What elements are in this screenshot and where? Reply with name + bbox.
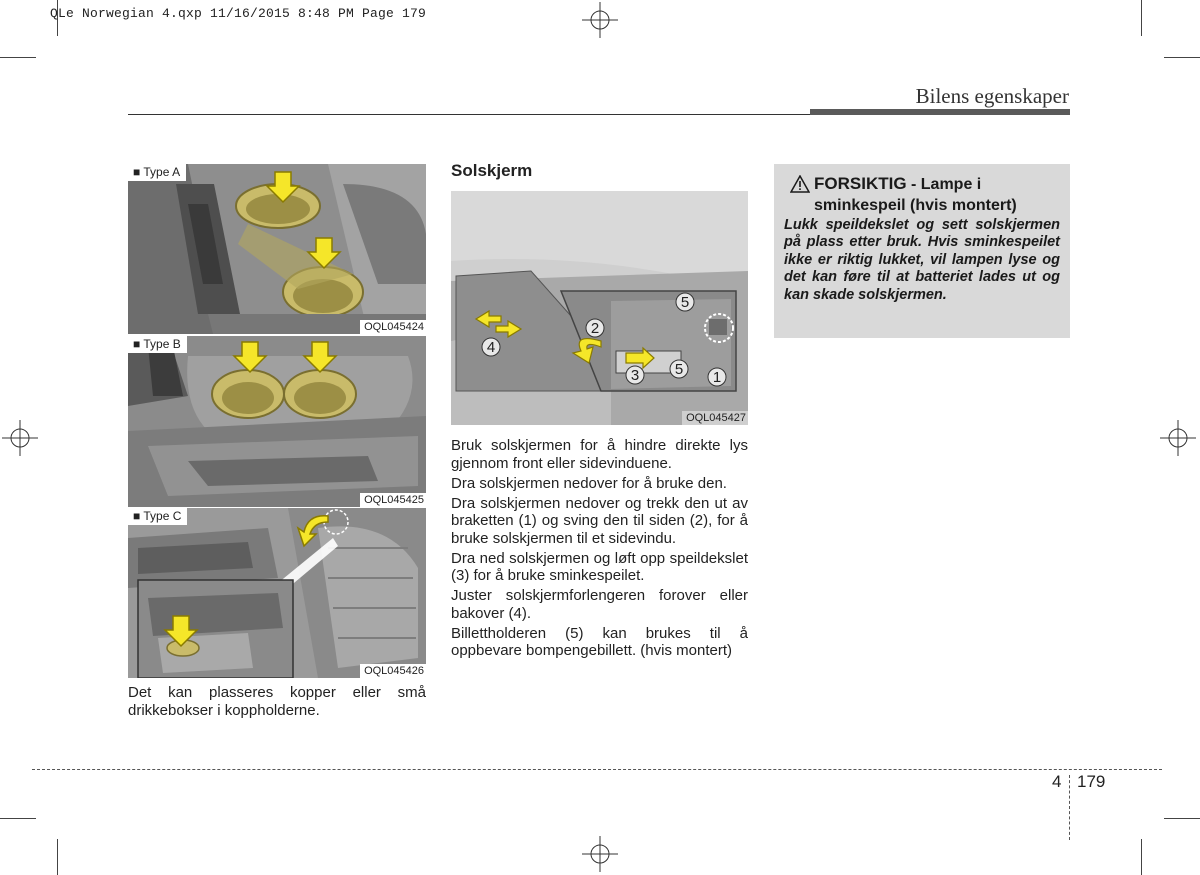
figure-cup-holder-type-b bbox=[128, 336, 426, 507]
figure-type-label bbox=[128, 508, 187, 525]
header-rule bbox=[128, 114, 810, 115]
cup-holder-type-b-illustration bbox=[128, 336, 426, 507]
type-label-text: Type C bbox=[143, 509, 182, 523]
footer-divider bbox=[1069, 775, 1070, 840]
registration-mark-icon bbox=[582, 836, 618, 872]
caution-title bbox=[784, 174, 1060, 216]
sun-visor-illustration bbox=[451, 191, 748, 425]
chapter-number: 4 bbox=[1052, 772, 1062, 791]
header-rule-accent bbox=[810, 109, 1070, 115]
figure-code: OQL045425 bbox=[360, 493, 426, 507]
crop-mark bbox=[0, 57, 36, 58]
crop-mark bbox=[1141, 839, 1142, 875]
caution-box bbox=[774, 164, 1070, 338]
registration-mark-icon bbox=[582, 2, 618, 38]
callout-1: 1 bbox=[712, 369, 722, 386]
body-paragraph: Billettholderen (5) kan brukes til å oppbevare bompengebillett. (hvis montert) bbox=[451, 624, 748, 659]
figure-code: OQL045424 bbox=[360, 320, 426, 334]
crop-mark bbox=[57, 839, 58, 875]
square-bullet-icon: ■ bbox=[133, 337, 144, 351]
type-label-text: Type B bbox=[143, 337, 181, 351]
figure-sun-visor bbox=[451, 191, 748, 425]
body-paragraph: Juster solskjermforlengeren forover eller bakover (4). bbox=[451, 587, 748, 622]
type-label-text: Type A bbox=[143, 165, 181, 179]
section-title: Bilens egenskaper bbox=[915, 84, 1069, 108]
solskjerm-body bbox=[451, 437, 748, 662]
body-paragraph: Bruk solskjermen for å hindre direkte lys gjennom front eller sidevinduene. bbox=[451, 437, 748, 472]
cup-holder-type-c-illustration bbox=[128, 508, 426, 678]
square-bullet-icon: ■ bbox=[133, 165, 144, 179]
figure-code: OQL045426 bbox=[360, 664, 426, 678]
warning-triangle-icon bbox=[790, 175, 810, 193]
caption-paragraph: Det kan plasseres kopper eller små drikkebokser i koppholderne. bbox=[128, 684, 426, 719]
crop-mark bbox=[1141, 0, 1142, 36]
callout-5: 5 bbox=[680, 294, 690, 311]
caution-label: FORSIKTIG bbox=[814, 174, 907, 193]
square-bullet-icon: ■ bbox=[133, 509, 144, 523]
caution-body: Lukk speildekslet og sett solskjermen på plass etter bruk. Hvis sminkespeilet ikke er riktig lukket, vil lampen lyse og det kan føre til at batteriet lades ut og kan skade solskjermen. bbox=[784, 217, 1060, 303]
page-number: 179 bbox=[1077, 772, 1106, 791]
callout-2: 2 bbox=[590, 320, 600, 337]
print-info: QLe Norwegian 4.qxp 11/16/2015 8:48 PM Page 179 bbox=[50, 6, 427, 21]
registration-mark-icon bbox=[1160, 420, 1196, 456]
cup-holder-type-a-illustration bbox=[128, 164, 426, 334]
figure-type-label bbox=[128, 164, 186, 181]
crop-mark bbox=[0, 818, 36, 819]
crop-mark bbox=[1164, 818, 1200, 819]
solskjerm-heading: Solskjerm bbox=[451, 161, 533, 180]
caution-subject: - Lampe i sminkespeil (hvis montert) bbox=[814, 176, 1017, 214]
body-paragraph: Dra solskjermen nedover og trekk den ut av braketten (1) og sving den til siden (2), for å bruke solskjermen til et sidevindu. bbox=[451, 494, 748, 547]
callout-3: 3 bbox=[630, 367, 640, 384]
figure-cup-holder-type-a bbox=[128, 164, 426, 334]
callout-5: 5 bbox=[674, 361, 684, 378]
crop-mark bbox=[1164, 57, 1200, 58]
figure-cup-holder-type-c bbox=[128, 508, 426, 678]
callout-4: 4 bbox=[486, 339, 496, 356]
registration-mark-icon bbox=[2, 420, 38, 456]
body-paragraph: Dra solskjermen nedover for å bruke den. bbox=[451, 474, 727, 492]
figure-type-label bbox=[128, 336, 187, 353]
footer-rule bbox=[32, 769, 1162, 770]
figure-code: OQL045427 bbox=[682, 411, 748, 425]
body-paragraph: Dra ned solskjermen og løft opp speildekslet (3) for å bruke sminkespeilet. bbox=[451, 549, 748, 584]
cup-holder-caption bbox=[128, 684, 426, 722]
